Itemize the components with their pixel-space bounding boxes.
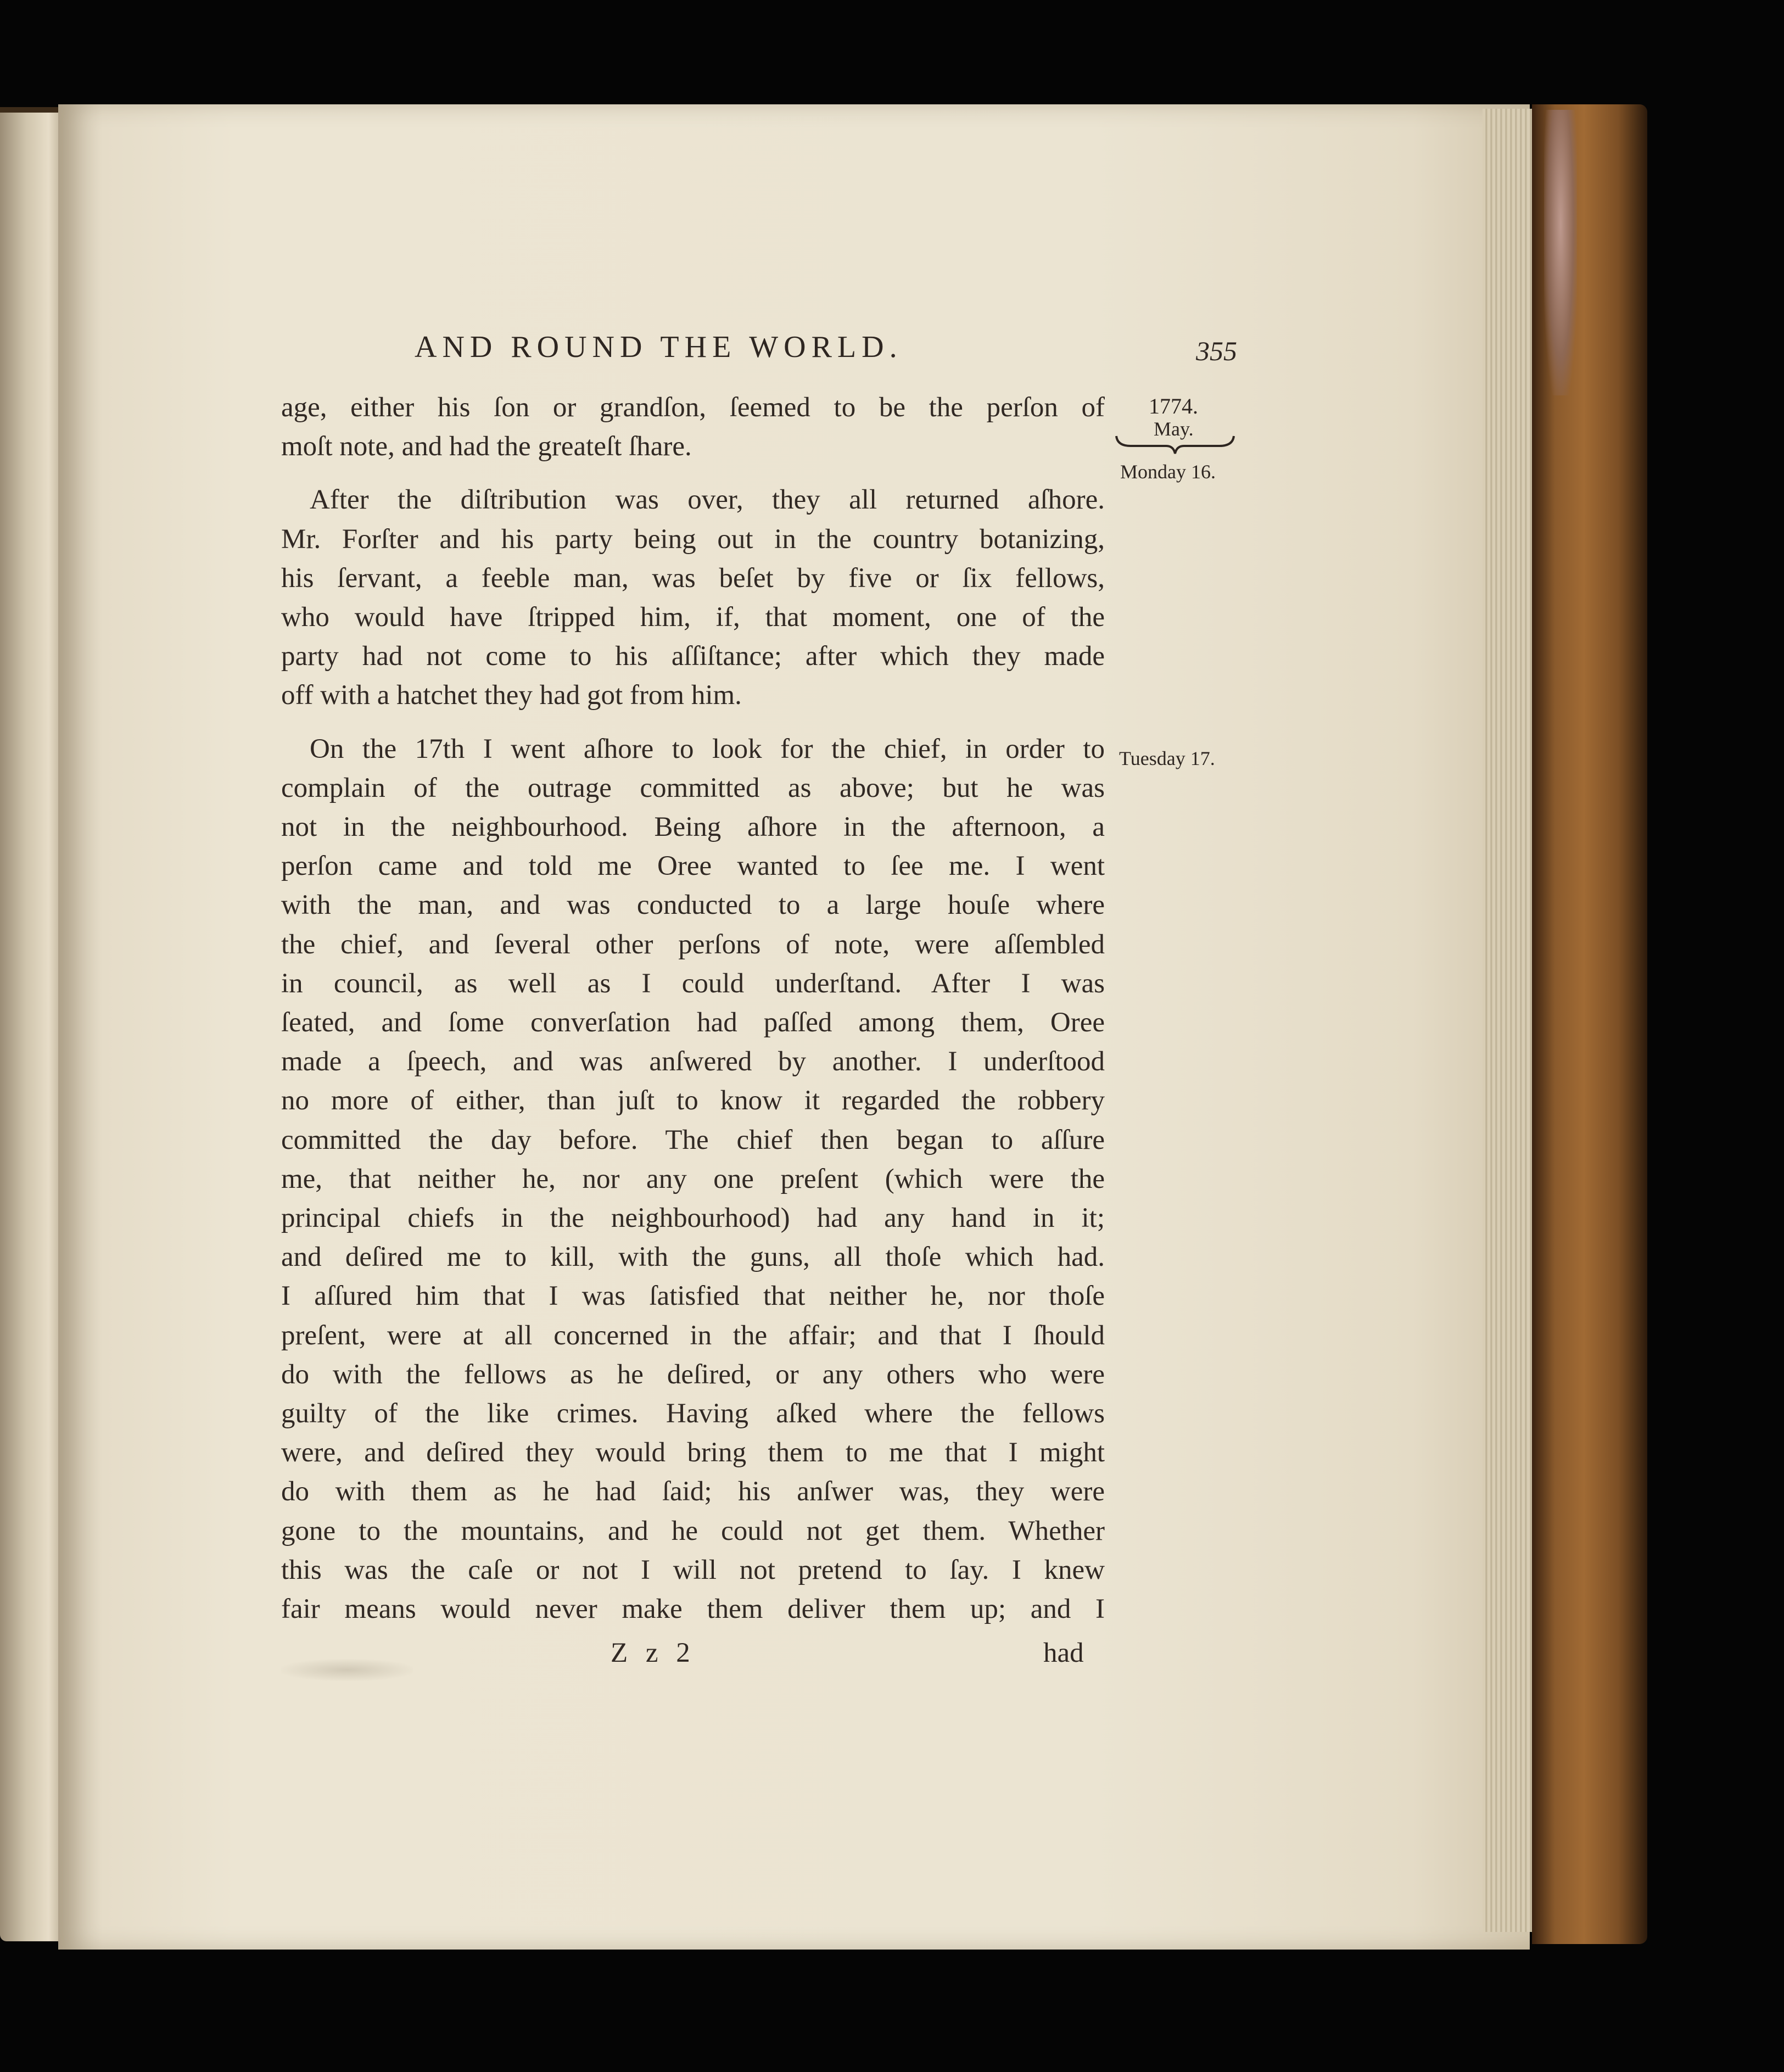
text-line: Mr. Forſter and his party being out in the country botanizing,	[281, 523, 1105, 555]
text-line: off with a hatchet they had got from him.	[281, 680, 742, 711]
text-line: After the diſtribution was over, they all returned aſhore.	[310, 484, 1105, 516]
text-line: principal chiefs in the neighbourhood) had any hand in it;	[281, 1203, 1105, 1234]
text-line: fair means would never make them deliver them up; and I	[281, 1594, 1105, 1625]
catchword: had	[1043, 1638, 1084, 1668]
text-line: party had not come to his aſſiſtance; after which they made	[281, 641, 1105, 672]
text-line: me, that neither he, nor any one preſent (which were the	[281, 1163, 1105, 1194]
text-line: his ſervant, a feeble man, was beſet by five or ſix fellows,	[281, 562, 1105, 594]
text-line: complain of the outrage committed as above; but he was	[281, 772, 1105, 803]
text-line: perſon came and told me Oree wanted to ſee me. I went	[281, 851, 1105, 882]
running-head: AND ROUND THE WORLD.	[415, 330, 903, 364]
text-line: ſeated, and ſome converſation had paſſed among them, Oree	[281, 1007, 1105, 1038]
text-line: committed the day before. The chief then began to aſſure	[281, 1124, 1105, 1155]
page-number: 355	[1196, 336, 1237, 366]
text-line: guilty of the like crimes. Having aſked where the fellows	[281, 1398, 1105, 1429]
text-line: moſt note, and had the greateſt ſhare.	[281, 431, 692, 462]
text-line: and deſired me to kill, with the guns, all thoſe which had.	[281, 1242, 1105, 1273]
text-line: this was the caſe or not I will not pretend to ſay. I knew	[281, 1554, 1105, 1585]
body-text	[281, 388, 1105, 1629]
margin-monday: Monday 16.	[1120, 461, 1216, 483]
text-line: in council, as well as I could underſtand. After I was	[281, 968, 1105, 999]
margin-brace	[1114, 434, 1236, 456]
text-line: preſent, were at all concerned in the affair; and that I ſhould	[281, 1320, 1105, 1351]
text-line: made a ſpeech, and was anſwered by another. I underſtood	[281, 1046, 1105, 1077]
text-line: gone to the mountains, and he could not get them. Whether	[281, 1515, 1105, 1546]
text-line: age, either his ſon or grandſon, ſeemed to be the perſon of	[281, 392, 1105, 423]
text-line: not in the neighbourhood. Being aſhore in the afternoon, a	[281, 812, 1105, 843]
margin-tuesday: Tuesday 17.	[1119, 747, 1215, 769]
margin-month: May.	[1154, 418, 1194, 440]
text-line: do with the fellows as he deſired, or any others who were	[281, 1359, 1105, 1390]
text-line: with the man, and was conducted to a large houſe where	[281, 890, 1105, 921]
faint-stamp-mark	[281, 1659, 413, 1681]
cover-stain	[1544, 110, 1577, 395]
text-line: I aſſured him that I was ſatisfied that neither he, nor thoſe	[281, 1281, 1105, 1312]
text-line: no more of either, than juſt to know it regarded the robbery	[281, 1085, 1105, 1116]
text-line: the chief, and ſeveral other perſons of note, were aſſembled	[281, 929, 1105, 960]
text-line: On the 17th I went aſhore to look for the chief, in order to	[310, 733, 1105, 764]
signature-mark: Z z 2	[611, 1638, 696, 1668]
text-line: who would have ſtripped him, if, that moment, one of the	[281, 602, 1105, 633]
margin-year: 1774.	[1149, 394, 1198, 418]
facing-page-edge	[0, 113, 65, 1941]
text-line: do with them as he had ſaid; his anſwer was, they were	[281, 1476, 1105, 1507]
text-line: were, and deſired they would bring them to me that I might	[281, 1437, 1105, 1468]
